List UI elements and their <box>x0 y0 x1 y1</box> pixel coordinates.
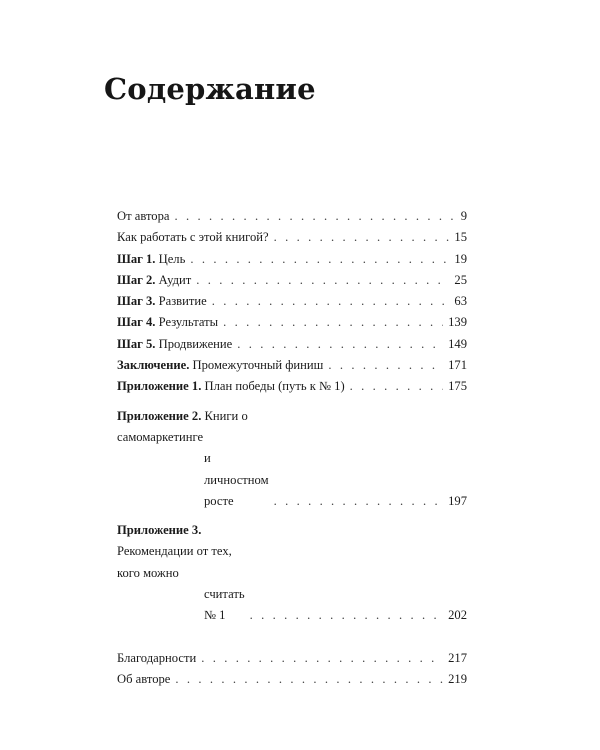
toc-entry-title: Как работать с этой книгой? <box>117 230 269 245</box>
toc-entry-text <box>117 520 245 626</box>
dot-leader <box>328 355 443 376</box>
toc-entry-appendix-1[interactable] <box>117 376 467 397</box>
dot-leader <box>223 312 443 333</box>
toc-entry-step-5[interactable] <box>117 334 467 355</box>
toc-entry-label: Шаг 4. <box>117 315 156 330</box>
toc-page-number: 202 <box>448 608 467 623</box>
page-title: Содержание <box>104 72 316 106</box>
toc-entry-title: Цель <box>158 251 186 266</box>
toc-entry-text <box>117 291 207 312</box>
toc-entry-text <box>117 270 191 291</box>
toc-entry-label: Приложение 3. <box>117 523 202 538</box>
toc-entry-about-author[interactable] <box>117 669 467 690</box>
toc-entry-label: Шаг 2. <box>117 272 156 287</box>
toc-page-number: 15 <box>454 230 467 245</box>
dot-leader <box>350 376 443 397</box>
toc-entry-text <box>117 334 232 355</box>
toc-page-number: 219 <box>448 671 467 686</box>
toc-entry-step-1[interactable] <box>117 249 467 270</box>
toc-entry-title: Продвижение <box>158 336 233 351</box>
toc-entry-title: Промежуточный финиш <box>192 358 324 373</box>
toc-entry-conclusion[interactable] <box>117 355 467 376</box>
toc-entry-text <box>117 355 323 376</box>
toc-entry-title: Результаты <box>158 315 219 330</box>
toc-entry-label: Приложение 2. <box>117 408 202 423</box>
toc-page-number: 217 <box>448 650 467 665</box>
dot-leader <box>190 249 449 270</box>
toc-page-number: 19 <box>454 251 467 266</box>
toc-entry-title-continued: и личностном росте <box>204 451 269 508</box>
dot-leader <box>250 605 444 626</box>
toc-entry-label: Заключение. <box>117 358 190 373</box>
toc-page-number: 25 <box>454 272 467 287</box>
toc-entry-label: Приложение 1. <box>117 379 202 394</box>
toc-page-number: 171 <box>448 358 467 373</box>
toc-entry-text <box>117 406 269 512</box>
dot-leader <box>196 270 449 291</box>
dot-leader <box>212 291 450 312</box>
toc-entry-step-4[interactable] <box>117 312 467 333</box>
toc-entry-text <box>117 312 218 333</box>
toc-entry-title: План победы (путь к № 1) <box>204 379 345 394</box>
toc-entry-text <box>117 376 345 397</box>
toc-entry-title: Аудит <box>158 272 192 287</box>
toc-page-number: 197 <box>448 493 467 508</box>
dot-leader <box>274 227 450 248</box>
dot-leader <box>201 648 443 669</box>
toc-entry-text <box>117 249 185 270</box>
toc-entry-title: Рекомендации от тех, кого можно <box>117 544 232 580</box>
dot-leader <box>175 206 456 227</box>
toc-entry-appendix-2[interactable] <box>117 406 467 512</box>
toc-entry-step-2[interactable] <box>117 270 467 291</box>
toc-page-number: 9 <box>460 209 467 223</box>
toc-entry-step-3[interactable] <box>117 291 467 312</box>
toc-entry-title-continued: считать № 1 <box>204 587 245 623</box>
dot-leader <box>237 334 443 355</box>
toc-entry-title: Благодарности <box>117 650 197 665</box>
toc-entry-title: Развитие <box>158 294 207 309</box>
toc-entry-label: Шаг 5. <box>117 336 156 351</box>
toc-page-number: 63 <box>454 294 467 309</box>
table-of-contents <box>117 206 467 690</box>
toc-entry-how-to-use[interactable] <box>117 227 467 248</box>
toc-page-number: 175 <box>448 379 467 394</box>
toc-entry-label: Шаг 3. <box>117 294 156 309</box>
toc-page-number: 139 <box>448 315 467 330</box>
toc-entry-label: Шаг 1. <box>117 251 156 266</box>
dot-leader <box>175 669 443 690</box>
toc-entry-from-author[interactable] <box>117 206 467 227</box>
toc-entry-title: От автора <box>117 209 170 223</box>
toc-page-number: 149 <box>448 336 467 351</box>
toc-entry-acknowledgements[interactable] <box>117 648 467 669</box>
toc-entry-title: Об авторе <box>117 671 171 686</box>
dot-leader <box>274 491 444 512</box>
toc-entry-appendix-3[interactable] <box>117 520 467 626</box>
toc-entry-title: Книги о самомаркетинге <box>117 408 248 444</box>
